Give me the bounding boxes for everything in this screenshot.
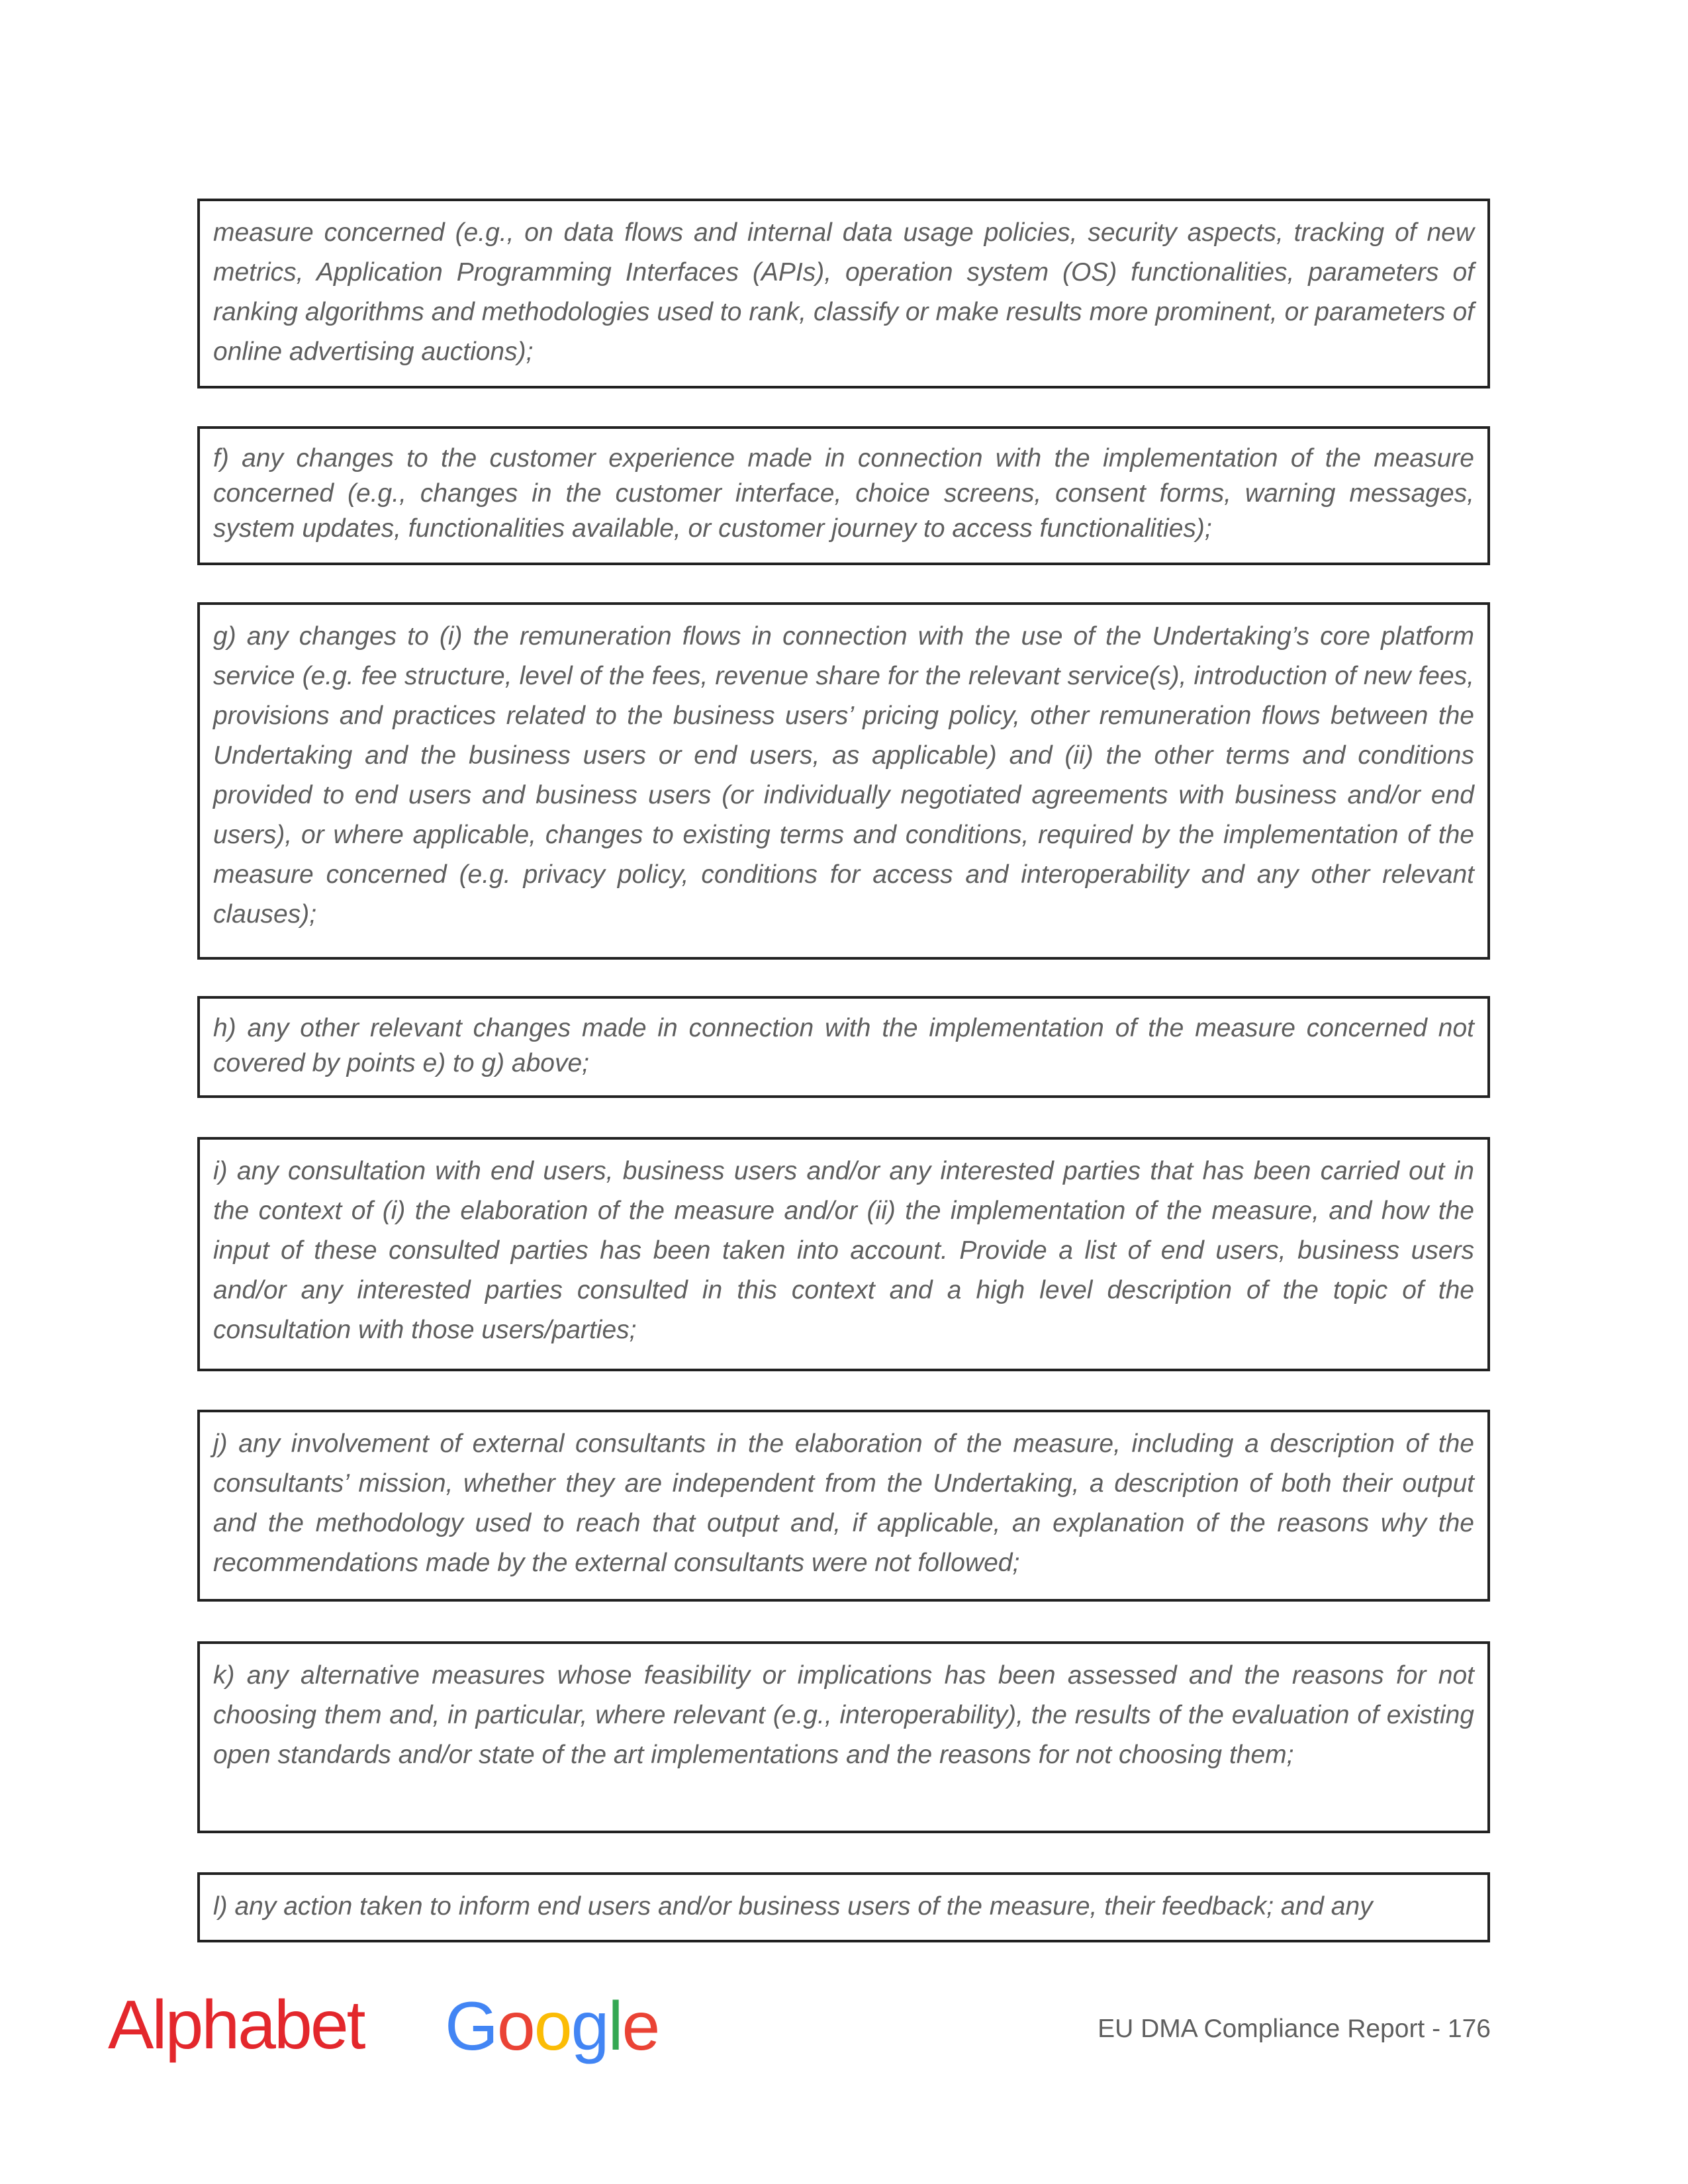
text-box-k (197, 1641, 1490, 1833)
text-box-g (197, 602, 1490, 960)
google-logo-letter: G (445, 1988, 497, 2065)
google-logo-letter: o (496, 1988, 534, 2065)
box-text: k) any alternative measures whose feasibility or implications has been assessed and the reasons for not choosing them and, in particular, where relevant (e.g., interoperability), the results of the evaluation of existing open standards and/or state of the art implementations and the reasons for not choosing them; (213, 1661, 1474, 1769)
google-logo-letter: g (571, 1988, 608, 2065)
text-box-j (197, 1410, 1490, 1602)
text-box-h (197, 996, 1490, 1098)
text-box-e-continued (197, 199, 1490, 388)
box-text: f) any changes to the customer experience made in connection with the implementation of the measure concerned (e.g., changes in the customer interface, choice screens, consent forms, warning messages, system updates, functionalities available, or customer journey to access functionalities); (213, 444, 1474, 543)
box-text: i) any consultation with end users, business users and/or any interested parties that has been carried out in the context of (i) the elaboration of the measure and/or (ii) the implementation of the measure, and how the input of these consulted parties has been taken into account. Provide a list of end users, business users and/or any interested parties consulted in this context and a high level description of the topic of the consultation with those users/parties; (213, 1157, 1474, 1344)
text-box-i (197, 1137, 1490, 1371)
google-logo-letter: e (622, 1988, 659, 2065)
text-box-f (197, 426, 1490, 565)
box-text: measure concerned (e.g., on data flows and internal data usage policies, security aspects, tracking of new metrics, Application Programming Interfaces (APIs), operation system (OS) functionalities, parameters of ranking algorithms and methodologies used to rank, classify or make results more prominent, or parameters of online advertising auctions); (213, 218, 1474, 366)
box-text: g) any changes to (i) the remuneration flows in connection with the use of the Undertaking’s core platform service (e.g. fee structure, level of the fees, revenue share for the relevant service(s), introduction of new fees, provisions and practices related to the business users’ pricing policy, other remuneration flows between the Undertaking and the business users or end users, as applicable) and (ii) the other terms and conditions provided to end users and business users (or individually negotiated agreements with business and/or end users), or where applicable, changes to existing terms and conditions, required by the implementation of the measure concerned (e.g. privacy policy, conditions for access and interoperability and any other relevant clauses); (213, 622, 1474, 929)
google-logo (445, 1987, 659, 2066)
report-page-label: EU DMA Compliance Report - 176 (1098, 2015, 1491, 2043)
alphabet-logo: Alphabet (108, 1987, 364, 2064)
text-box-l (197, 1872, 1490, 1942)
box-text: h) any other relevant changes made in connection with the implementation of the measure concerned not covered by points e) to g) above; (213, 1014, 1474, 1077)
google-logo-letter: o (534, 1988, 571, 2065)
google-logo-letter: l (608, 1988, 622, 2065)
box-text: j) any involvement of external consultants in the elaboration of the measure, including a description of the consultants’ mission, whether they are independent from the Undertaking, a description of both their output and the methodology used to reach that output and, if applicable, an explanation of the reasons why the recommendations made by the external consultants were not followed; (213, 1430, 1474, 1577)
box-text: l) any action taken to inform end users and/or business users of the measure, their feedback; and any (213, 1892, 1373, 1921)
